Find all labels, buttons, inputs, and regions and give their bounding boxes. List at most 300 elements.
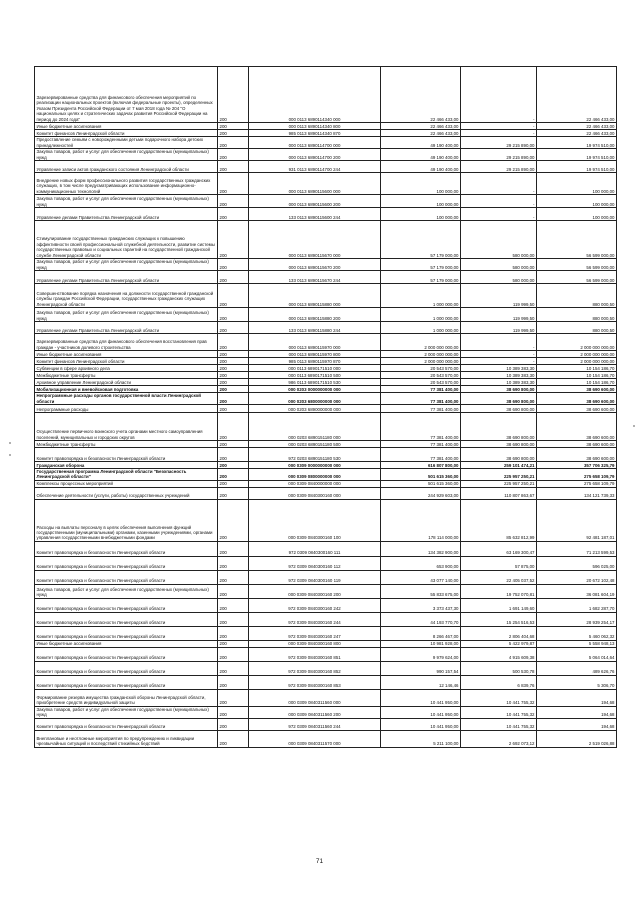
cell-classification-code: 000 0113 6890115880 200 bbox=[249, 308, 381, 322]
cell-classification-code: 000 0113 6890115880 000 bbox=[249, 284, 381, 308]
cell-classification-code: 986 0113 6890171510 530 bbox=[249, 379, 381, 386]
cell-executed-amount: 10 441 755,32 bbox=[461, 718, 537, 730]
cell-executed-amount: 4 915 609,38 bbox=[461, 647, 537, 661]
cell-admin-code: 200 bbox=[218, 647, 249, 661]
cell-name: Мобилизационная и вневойсковая подготовка bbox=[35, 386, 218, 393]
cell-executed-amount: - bbox=[461, 195, 537, 208]
cell-admin-code: 200 bbox=[218, 499, 249, 541]
cell-admin-code: 200 bbox=[218, 441, 249, 448]
cell-unexecuted-amount: 357 706 325,79 bbox=[537, 462, 617, 469]
cell-name: Расходы на выплаты персоналу в целях обеспечения выполнения функций государственными (муниципальными) органами, казенными учреждениями, органами управления государственными внебюджетными фондами bbox=[35, 499, 218, 541]
table-row bbox=[35, 351, 617, 358]
cell-unexecuted-amount: 2 000 000 000,00 bbox=[537, 358, 617, 365]
cell-classification-code: 972 0309 0840300160 852 bbox=[249, 661, 381, 675]
cell-approved-amount: 2 000 000 000,00 bbox=[381, 351, 461, 358]
cell-approved-amount: 44 193 770,70 bbox=[381, 612, 461, 626]
table-row bbox=[35, 487, 617, 499]
cell-admin-code: 200 bbox=[218, 626, 249, 640]
cell-executed-amount: 110 807 863,67 bbox=[461, 487, 537, 499]
cell-name: Комитет финансов Ленинградской области bbox=[35, 358, 218, 365]
cell-unexecuted-amount: 38 690 600,00 bbox=[537, 393, 617, 405]
cell-classification-code: 000 0203 6890151180 500 bbox=[249, 441, 381, 448]
cell-unexecuted-amount: 194,68 bbox=[537, 689, 617, 706]
table-row bbox=[35, 499, 617, 541]
cell-executed-amount: 2 806 404,68 bbox=[461, 626, 537, 640]
table-row bbox=[35, 689, 617, 706]
cell-executed-amount: 19 752 070,81 bbox=[461, 584, 537, 598]
table-row bbox=[35, 413, 617, 441]
cell-classification-code: 000 0309 0840300160 800 bbox=[249, 640, 381, 647]
table-row bbox=[35, 448, 617, 462]
table-row bbox=[35, 462, 617, 469]
cell-executed-amount: 29 215 890,00 bbox=[461, 161, 537, 173]
cell-executed-amount: 38 690 800,00 bbox=[461, 448, 537, 462]
table-row bbox=[35, 123, 617, 130]
cell-executed-amount: 63 169 300,47 bbox=[461, 541, 537, 556]
cell-classification-code: 000 0203 6800000000 000 bbox=[249, 393, 381, 405]
cell-approved-amount: 100 000,00 bbox=[381, 195, 461, 208]
cell-approved-amount: 178 114 000,00 bbox=[381, 499, 461, 541]
table-row bbox=[35, 67, 617, 123]
table-row bbox=[35, 598, 617, 612]
cell-executed-amount: - bbox=[461, 351, 537, 358]
cell-admin-code: 200 bbox=[218, 718, 249, 730]
cell-classification-code: 000 0113 6890114340 000 bbox=[249, 67, 381, 123]
cell-approved-amount: 2 000 000 000,00 bbox=[381, 334, 461, 351]
cell-admin-code: 200 bbox=[218, 208, 249, 221]
cell-executed-amount: 38 690 800,00 bbox=[461, 441, 537, 448]
cell-classification-code: 000 0309 0840311570 000 bbox=[249, 730, 381, 747]
cell-admin-code: 200 bbox=[218, 379, 249, 386]
cell-admin-code: 200 bbox=[218, 612, 249, 626]
cell-classification-code: 000 0113 6890171510 500 bbox=[249, 372, 381, 379]
cell-approved-amount: 1 000 000,00 bbox=[381, 308, 461, 322]
cell-unexecuted-amount: 596 025,00 bbox=[537, 556, 617, 570]
cell-admin-code: 200 bbox=[218, 598, 249, 612]
cell-admin-code: 200 bbox=[218, 351, 249, 358]
cell-name: Непрограммные расходы bbox=[35, 405, 218, 413]
cell-executed-amount: 225 957 250,21 bbox=[461, 480, 537, 487]
table-row bbox=[35, 334, 617, 351]
cell-name: Закупка товаров, работ и услуг для обеспечения государственных (муниципальных) нужд bbox=[35, 308, 218, 322]
cell-unexecuted-amount: 10 154 186,70 bbox=[537, 365, 617, 372]
cell-classification-code: 000 0113 6890115600 200 bbox=[249, 195, 381, 208]
cell-classification-code: 972 0203 6890151180 530 bbox=[249, 448, 381, 462]
table-row bbox=[35, 718, 617, 730]
cell-admin-code: 200 bbox=[218, 137, 249, 149]
cell-classification-code: 133 0113 6890115670 244 bbox=[249, 271, 381, 284]
cell-approved-amount: 616 807 800,00 bbox=[381, 462, 461, 469]
cell-classification-code: 972 0309 0840300160 247 bbox=[249, 626, 381, 640]
cell-approved-amount: 49 190 400,00 bbox=[381, 161, 461, 173]
cell-admin-code: 200 bbox=[218, 706, 249, 718]
cell-classification-code: 000 0309 0840300160 000 bbox=[249, 487, 381, 499]
cell-name: Комитет правопорядка и безопасности Ленинградской области bbox=[35, 718, 218, 730]
table-row bbox=[35, 161, 617, 173]
cell-unexecuted-amount: 5 558 948,13 bbox=[537, 640, 617, 647]
cell-classification-code: 972 0309 0840300160 851 bbox=[249, 647, 381, 661]
cell-approved-amount: 653 900,00 bbox=[381, 556, 461, 570]
cell-admin-code: 200 bbox=[218, 448, 249, 462]
cell-name: Межбюджетные трансферты bbox=[35, 372, 218, 379]
cell-unexecuted-amount: 38 690 600,00 bbox=[537, 448, 617, 462]
cell-admin-code: 200 bbox=[218, 541, 249, 556]
cell-unexecuted-amount: 20 672 102,48 bbox=[537, 570, 617, 584]
cell-classification-code: 000 0113 6890114700 000 bbox=[249, 137, 381, 149]
cell-executed-amount: 119 999,50 bbox=[461, 322, 537, 334]
table-row bbox=[35, 675, 617, 689]
cell-approved-amount: 77 381 400,00 bbox=[381, 386, 461, 393]
cell-classification-code: 000 0309 0840300160 200 bbox=[249, 584, 381, 598]
cell-approved-amount: 20 543 570,00 bbox=[381, 365, 461, 372]
cell-unexecuted-amount: 38 690 600,00 bbox=[537, 405, 617, 413]
cell-name: Комитет правопорядка и безопасности Ленинградской области bbox=[35, 612, 218, 626]
cell-unexecuted-amount: 71 213 599,53 bbox=[537, 541, 617, 556]
cell-name: Комитет правопорядка и безопасности Ленинградской области bbox=[35, 541, 218, 556]
cell-classification-code: 972 0309 0840311560 244 bbox=[249, 718, 381, 730]
cell-executed-amount: 500 530,78 bbox=[461, 661, 537, 675]
cell-admin-code: 200 bbox=[218, 570, 249, 584]
cell-approved-amount: 20 543 570,00 bbox=[381, 372, 461, 379]
cell-classification-code: 000 0113 6890115970 800 bbox=[249, 351, 381, 358]
cell-approved-amount: 77 381 400,00 bbox=[381, 405, 461, 413]
cell-unexecuted-amount: 22 466 433,00 bbox=[537, 123, 617, 130]
cell-classification-code: 972 0309 0840300160 112 bbox=[249, 556, 381, 570]
cell-unexecuted-amount: 194,68 bbox=[537, 718, 617, 730]
cell-approved-amount: 22 466 433,00 bbox=[381, 67, 461, 123]
cell-name: Предоставление семьям с новорожденными детьми подарочного набора детских принадлежностей bbox=[35, 137, 218, 149]
cell-executed-amount: 38 690 800,00 bbox=[461, 386, 537, 393]
cell-name: Непрограммные расходы органов государственной власти Ленинградской области bbox=[35, 393, 218, 405]
cell-executed-amount: 38 690 800,00 bbox=[461, 393, 537, 405]
cell-executed-amount: 580 000,00 bbox=[461, 271, 537, 284]
cell-approved-amount: 10 441 950,00 bbox=[381, 689, 461, 706]
cell-name: Закупка товаров, работ и услуг для обеспечения государственных (муниципальных) нужд bbox=[35, 149, 218, 161]
table-row bbox=[35, 647, 617, 661]
cell-executed-amount: 119 999,50 bbox=[461, 308, 537, 322]
cell-unexecuted-amount: 880 000,50 bbox=[537, 308, 617, 322]
cell-executed-amount: 38 690 800,00 bbox=[461, 413, 537, 441]
cell-classification-code: 972 0309 0840300160 853 bbox=[249, 675, 381, 689]
cell-name: Иные бюджетные ассигнования bbox=[35, 351, 218, 358]
cell-approved-amount: 55 833 675,00 bbox=[381, 584, 461, 598]
cell-unexecuted-amount: 5 306,70 bbox=[537, 675, 617, 689]
cell-unexecuted-amount: 2 000 000 000,00 bbox=[537, 351, 617, 358]
cell-unexecuted-amount: 10 154 186,70 bbox=[537, 372, 617, 379]
cell-unexecuted-amount: 38 690 600,00 bbox=[537, 441, 617, 448]
cell-classification-code: 985 0113 6890115970 870 bbox=[249, 358, 381, 365]
cell-admin-code: 200 bbox=[218, 173, 249, 195]
cell-executed-amount: 15 254 516,53 bbox=[461, 612, 537, 626]
cell-admin-code: 200 bbox=[218, 130, 249, 137]
cell-classification-code: 000 0113 6890115670 200 bbox=[249, 259, 381, 271]
cell-admin-code: 200 bbox=[218, 480, 249, 487]
cell-classification-code: 000 0203 0000000000 000 bbox=[249, 386, 381, 393]
cell-unexecuted-amount: 100 000,00 bbox=[537, 173, 617, 195]
cell-unexecuted-amount: 2 519 026,88 bbox=[537, 730, 617, 747]
cell-approved-amount: 77 381 400,00 bbox=[381, 448, 461, 462]
cell-unexecuted-amount: 489 626,76 bbox=[537, 661, 617, 675]
cell-approved-amount: 1 000 000,00 bbox=[381, 322, 461, 334]
cell-unexecuted-amount: 5 460 062,32 bbox=[537, 626, 617, 640]
cell-admin-code: 200 bbox=[218, 689, 249, 706]
cell-executed-amount: 29 215 890,00 bbox=[461, 149, 537, 161]
cell-approved-amount: 57 179 000,00 bbox=[381, 271, 461, 284]
cell-name: Закупка товаров, работ и услуг для обеспечения государственных (муниципальных) нужд bbox=[35, 195, 218, 208]
cell-admin-code: 200 bbox=[218, 149, 249, 161]
cell-approved-amount: 10 981 928,00 bbox=[381, 640, 461, 647]
cell-unexecuted-amount: 5 064 014,64 bbox=[537, 647, 617, 661]
cell-approved-amount: 9 979 624,00 bbox=[381, 647, 461, 661]
cell-classification-code: 000 0309 0840000000 000 bbox=[249, 480, 381, 487]
cell-classification-code: 972 0309 0840300160 119 bbox=[249, 570, 381, 584]
table-row bbox=[35, 661, 617, 675]
page-number: 71 bbox=[315, 858, 324, 865]
cell-approved-amount: 1 000 000,00 bbox=[381, 284, 461, 308]
cell-approved-amount: 43 077 140,00 bbox=[381, 570, 461, 584]
cell-executed-amount: 85 632 812,99 bbox=[461, 499, 537, 541]
cell-approved-amount: 3 373 437,30 bbox=[381, 598, 461, 612]
cell-name: Архивное управление Ленинградской области bbox=[35, 379, 218, 386]
cell-classification-code: 000 0113 6890115600 000 bbox=[249, 173, 381, 195]
cell-unexecuted-amount: 134 121 739,33 bbox=[537, 487, 617, 499]
cell-name: Комитет правопорядка и безопасности Ленинградской области bbox=[35, 675, 218, 689]
cell-executed-amount: - bbox=[461, 358, 537, 365]
cell-admin-code: 200 bbox=[218, 487, 249, 499]
cell-admin-code: 200 bbox=[218, 556, 249, 570]
cell-admin-code: 200 bbox=[218, 413, 249, 441]
cell-unexecuted-amount: 22 466 433,00 bbox=[537, 130, 617, 137]
cell-admin-code: 200 bbox=[218, 405, 249, 413]
cell-unexecuted-amount: 28 939 254,17 bbox=[537, 612, 617, 626]
cell-unexecuted-amount: 19 974 510,00 bbox=[537, 137, 617, 149]
cell-name: Комитет финансов Ленинградской области bbox=[35, 130, 218, 137]
cell-executed-amount: 1 691 149,60 bbox=[461, 598, 537, 612]
cell-admin-code: 200 bbox=[218, 661, 249, 675]
cell-executed-amount: - bbox=[461, 334, 537, 351]
cell-executed-amount: 5 422 979,87 bbox=[461, 640, 537, 647]
cell-executed-amount: 259 101 474,21 bbox=[461, 462, 537, 469]
cell-unexecuted-amount: 19 974 510,00 bbox=[537, 149, 617, 161]
cell-classification-code: 972 0309 0840300160 242 bbox=[249, 598, 381, 612]
table-row bbox=[35, 405, 617, 413]
cell-approved-amount: 20 543 570,00 bbox=[381, 379, 461, 386]
cell-approved-amount: 22 466 433,00 bbox=[381, 130, 461, 137]
cell-approved-amount: 8 266 467,00 bbox=[381, 626, 461, 640]
cell-approved-amount: 49 190 400,00 bbox=[381, 137, 461, 149]
cell-name: Стимулирование государственных гражданских служащих к повышению эффективности своей профессиональной служебной деятельности, развитие системы государственных правовых и социальных гарантий на государственной гражданской службе Ленинградской области bbox=[35, 221, 218, 259]
cell-approved-amount: 134 382 900,00 bbox=[381, 541, 461, 556]
cell-classification-code: 000 0113 6890171510 000 bbox=[249, 365, 381, 372]
table-row bbox=[35, 640, 617, 647]
cell-admin-code: 200 bbox=[218, 161, 249, 173]
cell-classification-code: 000 0309 0840311560 200 bbox=[249, 706, 381, 718]
cell-admin-code: 200 bbox=[218, 386, 249, 393]
cell-name: Комитет правопорядка и безопасности Ленинградской области bbox=[35, 661, 218, 675]
cell-classification-code: 000 0113 6890115970 000 bbox=[249, 334, 381, 351]
table-row bbox=[35, 284, 617, 308]
cell-unexecuted-amount: 38 690 600,00 bbox=[537, 413, 617, 441]
cell-approved-amount: 49 190 400,00 bbox=[381, 149, 461, 161]
cell-unexecuted-amount: 194,68 bbox=[537, 706, 617, 718]
cell-unexecuted-amount: 10 154 186,70 bbox=[537, 379, 617, 386]
cell-unexecuted-amount: 56 599 000,00 bbox=[537, 271, 617, 284]
cell-approved-amount: 501 615 360,00 bbox=[381, 469, 461, 481]
table-row bbox=[35, 626, 617, 640]
binder-hole-mark bbox=[9, 442, 11, 444]
table-row bbox=[35, 308, 617, 322]
table-row bbox=[35, 208, 617, 221]
cell-admin-code: 200 bbox=[218, 358, 249, 365]
cell-name: Гражданская оборона bbox=[35, 462, 218, 469]
table-row bbox=[35, 556, 617, 570]
binder-hole-mark bbox=[633, 425, 635, 427]
table-row bbox=[35, 541, 617, 556]
cell-name: Межбюджетные трансферты bbox=[35, 441, 218, 448]
cell-unexecuted-amount: 38 690 600,00 bbox=[537, 386, 617, 393]
binder-hole-mark bbox=[9, 454, 11, 456]
cell-executed-amount: 580 000,00 bbox=[461, 259, 537, 271]
cell-admin-code: 200 bbox=[218, 365, 249, 372]
budget-table bbox=[34, 66, 617, 748]
cell-admin-code: 200 bbox=[218, 67, 249, 123]
cell-approved-amount: 57 179 000,00 bbox=[381, 259, 461, 271]
cell-name: Комитет правопорядка и безопасности Ленинградской области bbox=[35, 626, 218, 640]
table-row bbox=[35, 130, 617, 137]
cell-admin-code: 200 bbox=[218, 640, 249, 647]
cell-classification-code: 000 0113 6890114340 800 bbox=[249, 123, 381, 130]
cell-name: Зарезервированные средства для финансового обеспечения мероприятий по реализации национальных проектов (включая федеральные проекты), определенных Указом Президента Российской Федерации от 7 мая 2018 года № 204 "О национальных целях и стратегических задачах развития Российской Федерации на период до 2024 года" bbox=[35, 67, 218, 123]
cell-unexecuted-amount: 36 081 604,19 bbox=[537, 584, 617, 598]
cell-admin-code: 200 bbox=[218, 675, 249, 689]
cell-approved-amount: 2 000 000 000,00 bbox=[381, 358, 461, 365]
cell-classification-code: 000 0309 0800000000 000 bbox=[249, 469, 381, 481]
cell-unexecuted-amount: 100 000,00 bbox=[537, 195, 617, 208]
cell-admin-code: 200 bbox=[218, 393, 249, 405]
cell-approved-amount: 22 466 433,00 bbox=[381, 123, 461, 130]
cell-executed-amount: 6 839,76 bbox=[461, 675, 537, 689]
cell-name: Комплексы процессных мероприятий bbox=[35, 480, 218, 487]
cell-classification-code: 133 0113 6890115880 244 bbox=[249, 322, 381, 334]
table-row bbox=[35, 393, 617, 405]
table-row bbox=[35, 322, 617, 334]
cell-approved-amount: 57 179 000,00 bbox=[381, 221, 461, 259]
cell-executed-amount: - bbox=[461, 123, 537, 130]
cell-admin-code: 200 bbox=[218, 284, 249, 308]
cell-name: Комитет правопорядка и безопасности Ленинградской области bbox=[35, 647, 218, 661]
cell-name: Управление записи актов гражданского состояния Ленинградской области bbox=[35, 161, 218, 173]
cell-unexecuted-amount: 56 599 000,00 bbox=[537, 221, 617, 259]
cell-approved-amount: 100 000,00 bbox=[381, 208, 461, 221]
cell-executed-amount: 22 405 037,52 bbox=[461, 570, 537, 584]
cell-name: Комитет правопорядка и безопасности Ленинградской области bbox=[35, 598, 218, 612]
cell-unexecuted-amount: 92 481 187,01 bbox=[537, 499, 617, 541]
cell-name: Закупка товаров, работ и услуг для обеспечения государственных (муниципальных) нужд bbox=[35, 259, 218, 271]
table-row bbox=[35, 612, 617, 626]
table-row bbox=[35, 358, 617, 365]
table-row bbox=[35, 365, 617, 372]
cell-executed-amount: 10 389 383,30 bbox=[461, 372, 537, 379]
cell-executed-amount: 57 875,00 bbox=[461, 556, 537, 570]
table-row bbox=[35, 259, 617, 271]
cell-executed-amount: 10 441 755,32 bbox=[461, 689, 537, 706]
cell-executed-amount: 119 999,50 bbox=[461, 284, 537, 308]
cell-unexecuted-amount: 880 000,50 bbox=[537, 322, 617, 334]
cell-approved-amount: 244 929 603,00 bbox=[381, 487, 461, 499]
cell-executed-amount: 580 000,00 bbox=[461, 221, 537, 259]
cell-name: Формирование резерва имущества гражданской обороны Ленинградской области, приобретение средств индивидуальной защиты bbox=[35, 689, 218, 706]
cell-classification-code: 972 0309 0840300160 111 bbox=[249, 541, 381, 556]
cell-name: Комитет правопорядка и безопасности Ленинградской области bbox=[35, 448, 218, 462]
cell-name: Комитет правопорядка и безопасности Ленинградской области bbox=[35, 570, 218, 584]
cell-admin-code: 200 bbox=[218, 469, 249, 481]
cell-approved-amount: 77 381 400,00 bbox=[381, 441, 461, 448]
table-row bbox=[35, 570, 617, 584]
cell-classification-code: 000 0309 0840300160 100 bbox=[249, 499, 381, 541]
cell-admin-code: 200 bbox=[218, 195, 249, 208]
cell-classification-code: 985 0113 6890114340 870 bbox=[249, 130, 381, 137]
table-row bbox=[35, 441, 617, 448]
cell-classification-code: 133 0113 6890115600 244 bbox=[249, 208, 381, 221]
table-row bbox=[35, 195, 617, 208]
cell-unexecuted-amount: 56 599 000,00 bbox=[537, 259, 617, 271]
cell-unexecuted-amount: 275 658 109,79 bbox=[537, 480, 617, 487]
table-row bbox=[35, 372, 617, 379]
table-row bbox=[35, 480, 617, 487]
cell-name: Иные бюджетные ассигнования bbox=[35, 640, 218, 647]
cell-admin-code: 200 bbox=[218, 308, 249, 322]
cell-name: Внедрение новых форм профессионального развития государственных гражданских служащих, в том числе предусматривающих использование информационно-коммуникационных технологий bbox=[35, 173, 218, 195]
cell-admin-code: 200 bbox=[218, 730, 249, 747]
table-row bbox=[35, 221, 617, 259]
cell-classification-code: 972 0309 0840300160 244 bbox=[249, 612, 381, 626]
table-row bbox=[35, 706, 617, 718]
cell-name: Осуществление первичного воинского учета органами местного самоуправления поселений, муниципальных и городских округов bbox=[35, 413, 218, 441]
cell-classification-code: 000 0309 0000000000 000 bbox=[249, 462, 381, 469]
cell-executed-amount: 29 215 890,00 bbox=[461, 137, 537, 149]
cell-unexecuted-amount: 275 658 109,79 bbox=[537, 469, 617, 481]
cell-unexecuted-amount: 19 974 510,00 bbox=[537, 161, 617, 173]
cell-admin-code: 200 bbox=[218, 271, 249, 284]
cell-name: Закупка товаров, работ и услуг для обеспечения государственных (муниципальных) нужд bbox=[35, 706, 218, 718]
cell-unexecuted-amount: 100 000,00 bbox=[537, 208, 617, 221]
table-row bbox=[35, 379, 617, 386]
cell-admin-code: 200 bbox=[218, 322, 249, 334]
cell-approved-amount: 10 441 950,00 bbox=[381, 718, 461, 730]
cell-classification-code: 000 0113 6890114700 200 bbox=[249, 149, 381, 161]
cell-executed-amount: 10 389 383,30 bbox=[461, 379, 537, 386]
table-row bbox=[35, 271, 617, 284]
cell-name: Закупка товаров, работ и услуг для обеспечения государственных (муниципальных) нужд bbox=[35, 584, 218, 598]
cell-classification-code: 000 0203 6890000000 000 bbox=[249, 405, 381, 413]
cell-executed-amount: - bbox=[461, 130, 537, 137]
cell-admin-code: 200 bbox=[218, 334, 249, 351]
table-row bbox=[35, 469, 617, 481]
cell-approved-amount: 990 157,54 bbox=[381, 661, 461, 675]
cell-name: Комитет правопорядка и безопасности Ленинградской области bbox=[35, 556, 218, 570]
table-row bbox=[35, 173, 617, 195]
cell-executed-amount: 38 690 800,00 bbox=[461, 405, 537, 413]
cell-admin-code: 200 bbox=[218, 123, 249, 130]
cell-approved-amount: 501 615 360,00 bbox=[381, 480, 461, 487]
cell-unexecuted-amount: 880 000,50 bbox=[537, 284, 617, 308]
table-row bbox=[35, 584, 617, 598]
cell-admin-code: 200 bbox=[218, 259, 249, 271]
cell-classification-code: 931 0113 6890114700 244 bbox=[249, 161, 381, 173]
cell-unexecuted-amount: 2 000 000 000,00 bbox=[537, 334, 617, 351]
cell-name: Внеплановые и неотложные мероприятия по предупреждению и ликвидации чрезвычайных ситуаций и последствий стихийных бедствий bbox=[35, 730, 218, 747]
cell-approved-amount: 77 381 400,00 bbox=[381, 393, 461, 405]
